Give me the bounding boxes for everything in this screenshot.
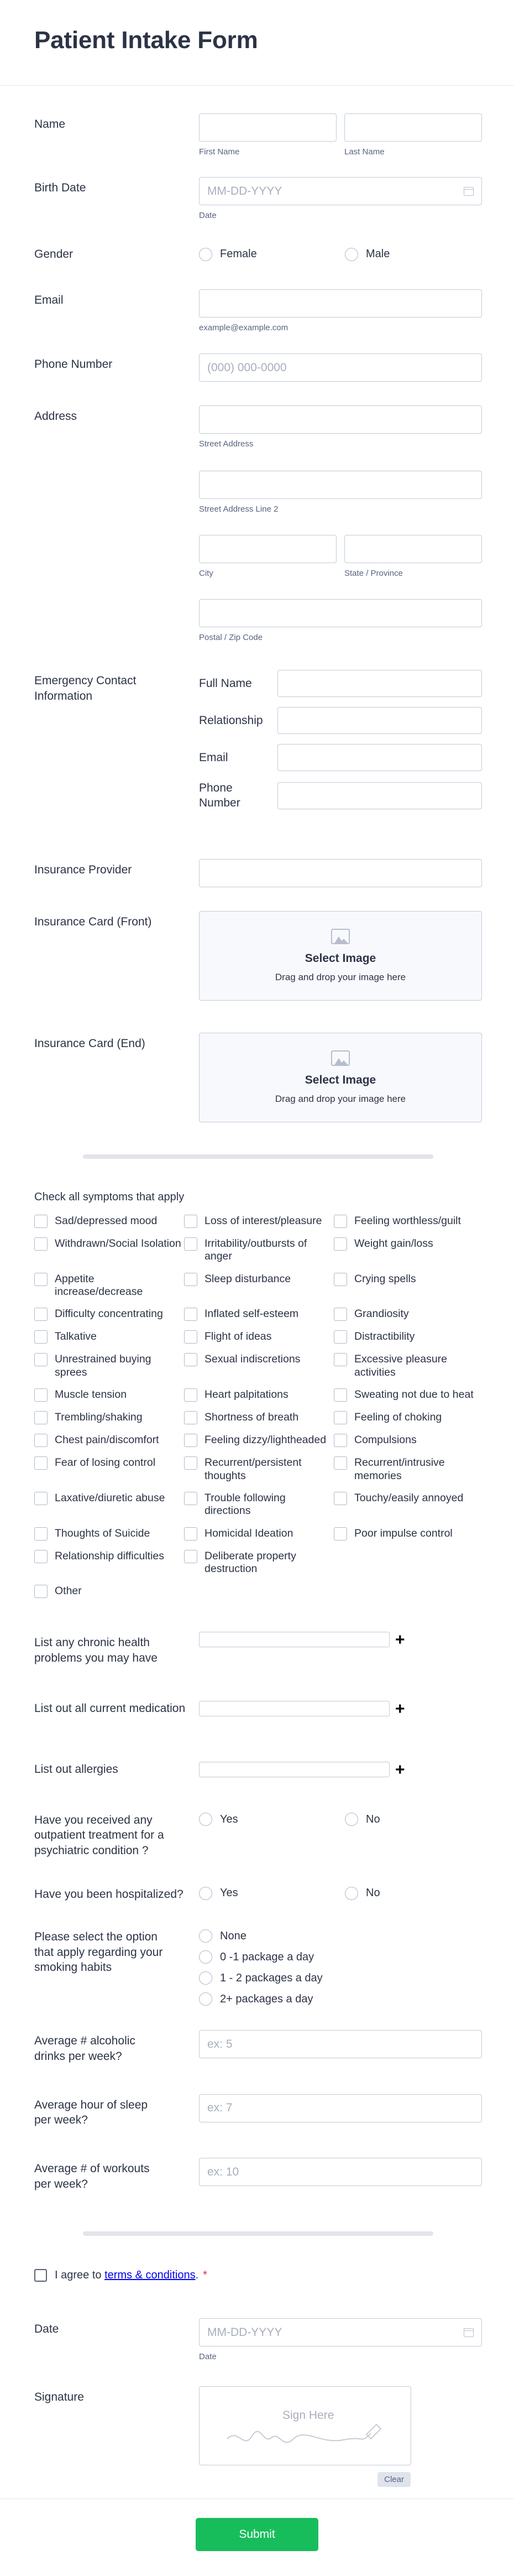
symptom-option[interactable]: Trembling/shaking	[34, 1407, 184, 1429]
checkbox-icon	[34, 1353, 48, 1366]
radio-circle-icon	[345, 248, 358, 261]
submit-button[interactable]: Submit	[196, 2518, 318, 2551]
checkbox-icon	[184, 1308, 197, 1321]
terms-checkbox[interactable]	[34, 2269, 47, 2282]
checkbox-icon	[184, 1550, 197, 1563]
radio-circle-icon	[199, 1929, 212, 1943]
checkbox-icon	[34, 1388, 48, 1402]
checkbox-icon	[334, 1527, 347, 1541]
add-plus-icon[interactable]: +	[395, 1700, 405, 1719]
symptom-option[interactable]: Thoughts of Suicide	[34, 1523, 184, 1545]
symptom-option[interactable]: Loss of interest/pleasure	[184, 1210, 334, 1233]
date-sublabel: Date	[199, 2352, 217, 2362]
symptom-option[interactable]: Touchy/easily annoyed	[334, 1487, 482, 1523]
checkbox-icon	[34, 1411, 48, 1424]
hospitalized-row	[34, 1887, 482, 1902]
symptom-option[interactable]: Flight of ideas	[184, 1326, 334, 1349]
hospitalized-option-no[interactable]: No	[345, 1887, 380, 1900]
checkbox-icon	[334, 1388, 347, 1402]
checkbox-icon	[184, 1353, 197, 1366]
address-row	[34, 405, 482, 642]
postal-input[interactable]	[199, 599, 482, 627]
upload-subtitle: Drag and drop your image here	[275, 1093, 406, 1104]
emergency-email-label: Email	[199, 751, 228, 764]
symptom-option[interactable]: Irritability/outbursts of anger	[184, 1233, 334, 1268]
emergency-full-name-label: Full Name	[199, 676, 252, 690]
terms-agreement: I agree to terms & conditions . *	[34, 2269, 482, 2282]
checkbox-icon	[34, 1527, 48, 1541]
name-label: Name	[34, 118, 66, 131]
city-input[interactable]	[199, 535, 337, 563]
insurance-provider-input[interactable]	[199, 859, 482, 887]
symptom-option[interactable]: Chest pain/discomfort	[34, 1429, 184, 1452]
symptom-option[interactable]: Crying spells	[334, 1268, 482, 1304]
hospitalized-label: Have you been hospitalized?	[34, 1887, 183, 1901]
sleep-label: Average hour of sleep per week?	[34, 2098, 148, 2127]
checkbox-icon	[334, 1273, 347, 1286]
checkbox-icon	[34, 1434, 48, 1447]
emergency-contact-row	[34, 670, 482, 820]
radio-circle-icon	[199, 1992, 212, 2006]
outpatient-label: Have you received any outpatient treatment for a psychiatric condition ?	[34, 1814, 164, 1857]
name-row	[34, 113, 482, 157]
checkbox-icon	[334, 1456, 347, 1470]
gender-option-male[interactable]: Male	[345, 247, 390, 262]
sleep-row	[34, 2094, 482, 2128]
required-asterisk: *	[203, 2269, 207, 2282]
email-row	[34, 289, 482, 332]
sleep-input[interactable]: ex: 7	[199, 2094, 482, 2122]
outpatient-row	[34, 1813, 482, 1858]
symptom-option[interactable]: Laxative/diuretic abuse	[34, 1487, 184, 1523]
date-label: Date	[34, 2323, 59, 2336]
hospitalized-option-yes[interactable]: Yes	[199, 1887, 345, 1900]
symptom-option[interactable]: Homicidal Ideation	[184, 1523, 334, 1545]
symptom-option[interactable]: Trouble following directions	[184, 1487, 334, 1523]
form-footer	[0, 2499, 514, 2576]
smoking-option-2plus[interactable]: 2+ packages a day	[199, 1992, 482, 2006]
medication-input[interactable]	[199, 1701, 390, 1716]
birth-date-row	[34, 177, 482, 220]
checkbox-icon	[334, 1308, 347, 1321]
smoking-label: Please select the option that apply regarding your smoking habits	[34, 1930, 163, 1974]
checkbox-icon	[184, 1273, 197, 1286]
emergency-email-input[interactable]	[277, 744, 482, 771]
insurance-provider-row	[34, 859, 482, 887]
checkbox-icon	[184, 1527, 197, 1541]
section-divider	[83, 1154, 433, 1159]
workouts-input[interactable]: ex: 10	[199, 2158, 482, 2186]
checkbox-icon	[34, 1273, 48, 1286]
allergies-input[interactable]	[199, 1762, 390, 1777]
upload-title: Select Image	[305, 1073, 376, 1086]
symptom-option[interactable]: Feeling worthless/guilt	[334, 1210, 482, 1233]
insurance-card-front-upload[interactable]	[199, 911, 482, 1001]
insurance-card-end-upload[interactable]	[199, 1033, 482, 1122]
state-input[interactable]	[344, 535, 482, 563]
birth-date-label: Birth Date	[34, 181, 86, 194]
checkbox-icon	[334, 1492, 347, 1505]
symptom-option[interactable]: Poor impulse control	[334, 1523, 482, 1545]
symptom-option[interactable]: Sad/depressed mood	[34, 1210, 184, 1233]
symptom-option[interactable]: Feeling of choking	[334, 1407, 482, 1429]
checkbox-icon	[184, 1237, 197, 1251]
symptom-option[interactable]: Talkative	[34, 1326, 184, 1349]
radio-circle-icon	[199, 1971, 212, 1985]
checkbox-icon	[184, 1411, 197, 1424]
alcohol-label: Average # alcoholic drinks per week?	[34, 2034, 135, 2063]
symptom-option[interactable]: Feeling dizzy/lightheaded	[184, 1429, 334, 1452]
symptom-option[interactable]: Relationship difficulties	[34, 1545, 184, 1581]
address-label: Address	[34, 410, 77, 423]
checkbox-icon	[184, 1492, 197, 1505]
gender-row	[34, 243, 482, 262]
signature-scribble-icon	[222, 2411, 393, 2461]
smoking-option-0-1[interactable]: 0 -1 package a day	[199, 1950, 482, 1964]
checkbox-icon	[34, 1550, 48, 1563]
insurance-provider-label: Insurance Provider	[34, 863, 132, 876]
first-name-input[interactable]	[199, 113, 337, 142]
form-header	[0, 0, 514, 86]
symptom-option[interactable]: Sleep disturbance	[184, 1268, 334, 1304]
terms-link[interactable]: terms & conditions	[104, 2269, 196, 2282]
checkbox-icon	[184, 1388, 197, 1402]
checkbox-icon	[334, 1353, 347, 1366]
allergies-row	[34, 1762, 482, 1778]
page-title: Patient Intake Form	[34, 27, 258, 54]
symptom-option[interactable]: Fear of losing control	[34, 1452, 184, 1487]
symptom-option[interactable]: Muscle tension	[34, 1384, 184, 1407]
chronic-row	[34, 1632, 482, 1666]
checkbox-icon	[334, 1330, 347, 1344]
birth-date-input[interactable]	[199, 177, 482, 205]
symptoms-checkbox-grid	[34, 1210, 482, 1604]
phone-input[interactable]: (000) 000-0000	[199, 353, 482, 382]
symptom-option[interactable]: Weight gain/loss	[334, 1233, 482, 1268]
symptom-option[interactable]: Distractibility	[334, 1326, 482, 1349]
checkbox-icon	[334, 1237, 347, 1251]
symptom-option[interactable]: Compulsions	[334, 1429, 482, 1452]
image-icon	[331, 929, 350, 944]
symptom-option[interactable]: Sexual indiscretions	[184, 1349, 334, 1384]
gender-option-female[interactable]: Female	[199, 247, 345, 262]
insurance-card-end-label: Insurance Card (End)	[34, 1037, 145, 1050]
symptom-option[interactable]: Other	[34, 1580, 184, 1603]
calendar-icon[interactable]	[464, 187, 474, 196]
checkbox-icon	[34, 1237, 48, 1251]
emergency-full-name-input[interactable]	[277, 670, 482, 697]
medication-row	[34, 1701, 482, 1718]
checkbox-icon	[34, 1585, 48, 1598]
symptom-option[interactable]: Shortness of breath	[184, 1407, 334, 1429]
birth-date-placeholder: MM-DD-YYYY	[207, 184, 282, 197]
chronic-label: List any chronic health problems you may have	[34, 1636, 158, 1664]
medication-label: List out all current medication	[34, 1702, 186, 1715]
first-name-sublabel: First Name	[199, 147, 240, 157]
symptom-option[interactable]: Deliberate property destruction	[184, 1545, 334, 1581]
radio-circle-icon	[199, 1950, 212, 1964]
last-name-sublabel: Last Name	[344, 147, 385, 157]
checkbox-icon	[184, 1434, 197, 1447]
smoking-row	[34, 1929, 482, 2013]
radio-circle-icon	[199, 248, 212, 261]
allergies-label: List out allergies	[34, 1763, 118, 1776]
street-address-2-input[interactable]	[199, 471, 482, 499]
symptom-option[interactable]: Recurrent/persistent thoughts	[184, 1452, 334, 1487]
symptom-option[interactable]: Inflated self-esteem	[184, 1303, 334, 1326]
gender-label: Gender	[34, 248, 74, 261]
smoking-option-none[interactable]: None	[199, 1929, 482, 1943]
checkbox-icon	[34, 1330, 48, 1344]
upload-subtitle: Drag and drop your image here	[275, 971, 406, 982]
street-address-input[interactable]	[199, 405, 482, 434]
radio-circle-icon	[345, 1887, 358, 1900]
form-body	[0, 113, 514, 2485]
workouts-label: Average # of workouts per week?	[34, 2162, 150, 2190]
symptom-option[interactable]: Heart palpitations	[184, 1384, 334, 1407]
phone-row	[34, 353, 482, 382]
checkbox-icon	[34, 1492, 48, 1505]
signature-placeholder: Sign Here	[282, 2409, 334, 2422]
email-input[interactable]	[199, 289, 482, 318]
checkbox-icon	[334, 1434, 347, 1447]
workouts-row	[34, 2158, 482, 2192]
checkbox-icon	[184, 1215, 197, 1228]
checkbox-icon	[184, 1456, 197, 1470]
signature-row	[34, 2386, 482, 2485]
insurance-card-front-row	[34, 911, 482, 1001]
upload-title: Select Image	[305, 951, 376, 965]
outpatient-option-no[interactable]: No	[345, 1813, 380, 1826]
radio-circle-icon	[199, 1887, 212, 1900]
symptom-option[interactable]: Grandiosity	[334, 1303, 482, 1326]
insurance-card-front-label: Insurance Card (Front)	[34, 915, 152, 928]
date-input[interactable]: MM-DD-YYYY	[199, 2318, 482, 2346]
symptom-option[interactable]: Difficulty concentrating	[34, 1303, 184, 1326]
image-icon	[331, 1050, 350, 1066]
alcohol-row	[34, 2030, 482, 2064]
birth-date-sublabel: Date	[199, 211, 217, 220]
signature-pad[interactable]	[199, 2386, 411, 2485]
symptom-option[interactable]: Excessive pleasure activities	[334, 1349, 482, 1384]
date-row	[34, 2318, 482, 2361]
emergency-phone-label: Phone Number	[199, 782, 240, 809]
emergency-relationship-label: Relationship	[199, 714, 263, 727]
last-name-input[interactable]	[344, 113, 482, 142]
email-label: Email	[34, 294, 64, 307]
add-plus-icon[interactable]: +	[395, 1761, 405, 1779]
checkbox-icon	[334, 1215, 347, 1228]
checkbox-icon	[34, 1215, 48, 1228]
clear-signature-button[interactable]: Clear	[377, 2472, 411, 2487]
street-address-2-sublabel: Street Address Line 2	[199, 504, 279, 514]
postal-sublabel: Postal / Zip Code	[199, 633, 263, 643]
checkbox-icon	[334, 1411, 347, 1424]
city-sublabel: City	[199, 569, 213, 579]
insurance-card-end-row	[34, 1033, 482, 1122]
radio-circle-icon	[199, 1813, 212, 1826]
signature-label: Signature	[34, 2391, 84, 2404]
smoking-option-1-2[interactable]: 1 - 2 packages a day	[199, 1971, 482, 1985]
email-sublabel: example@example.com	[199, 323, 289, 333]
street-address-sublabel: Street Address	[199, 439, 254, 449]
symptoms-title: Check all symptoms that apply	[34, 1190, 185, 1203]
calendar-icon[interactable]	[464, 2328, 474, 2337]
symptom-option[interactable]: Appetite increase/decrease	[34, 1268, 184, 1304]
alcohol-input[interactable]: ex: 5	[199, 2030, 482, 2058]
emergency-relationship-input[interactable]	[277, 707, 482, 734]
chronic-input[interactable]	[199, 1632, 390, 1647]
state-sublabel: State / Province	[344, 569, 403, 579]
section-divider	[83, 2231, 433, 2236]
symptom-option[interactable]: Withdrawn/Social Isolation	[34, 1233, 184, 1268]
checkbox-icon	[184, 1330, 197, 1344]
phone-label: Phone Number	[34, 358, 113, 371]
radio-circle-icon	[345, 1813, 358, 1826]
checkbox-icon	[34, 1456, 48, 1470]
checkbox-icon	[34, 1308, 48, 1321]
symptom-option[interactable]: Recurrent/intrusive memories	[334, 1452, 482, 1487]
emergency-phone-input[interactable]	[277, 782, 482, 809]
add-plus-icon[interactable]: +	[395, 1631, 405, 1649]
emergency-contact-label: Emergency Contact Information	[34, 674, 137, 702]
outpatient-option-yes[interactable]: Yes	[199, 1813, 345, 1826]
symptom-option[interactable]: Sweating not due to heat	[334, 1384, 482, 1407]
symptom-option[interactable]: Unrestrained buying sprees	[34, 1349, 184, 1384]
